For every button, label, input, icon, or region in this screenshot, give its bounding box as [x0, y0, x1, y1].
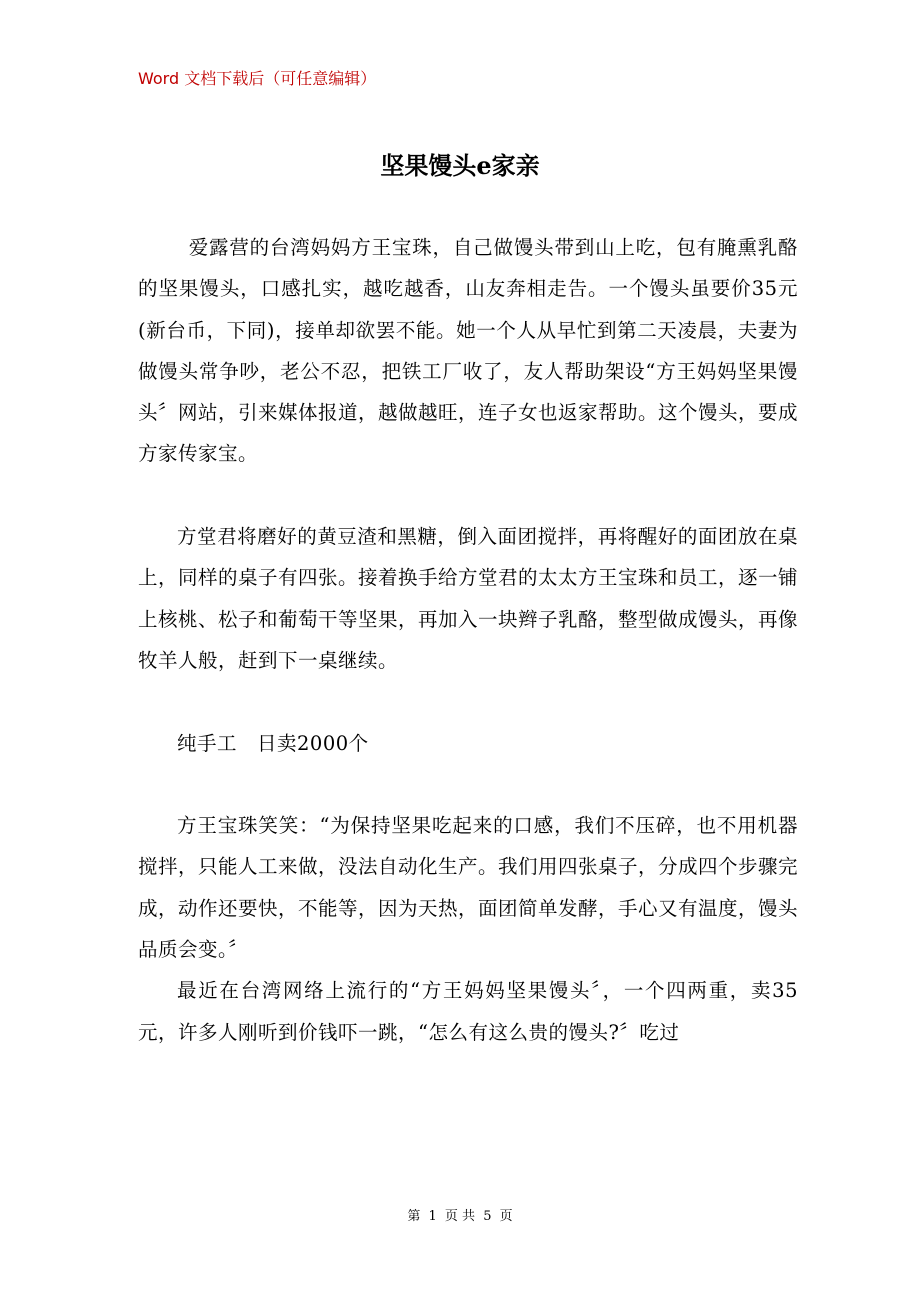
footer-prefix: 第	[407, 1209, 421, 1224]
paragraph-gap	[138, 475, 798, 516]
paragraph-quote: 方王宝珠笑笑：“为保持坚果吃起来的口感，我们不压碎，也不用机器搅拌，只能人工来做，没法自动化生产。我们用四张桌子，分成四个步骤完成，动作还要快，不能等，因为天热，面团简单发酵，手心又有温度，馒头品质会变。〞	[138, 814, 799, 962]
footer-middle: 页 共	[444, 1209, 476, 1224]
page-footer	[0, 1208, 920, 1226]
download-note: Word 文档下载后（可任意编辑）	[138, 69, 377, 88]
paragraph-gap	[138, 681, 798, 722]
paragraph-price: 最近在台湾网络上流行的“方王妈妈坚果馒头〞，一个四两重，卖35元，许多人刚听到价钱吓一跳，“怎么有这么贵的馒头?〞吃过	[138, 979, 798, 1044]
footer-suffix: 页	[499, 1209, 513, 1224]
paragraph-intro: 爱露营的台湾妈妈方王宝珠，自己做馒头带到山上吃，包有腌熏乳酪的坚果馒头，口感扎实，越吃越香，山友奔相走告。一个馒头虽要价35元(新台币，下同)，接单却欲罢不能。她一个人从早忙到第二天凌晨，夫妻为做馒头常争吵，老公不忍，把铁工厂收了，友人帮助架设“方王妈妈坚果馒头〞网站，引来媒体报道，越做越旺，连子女也返家帮助。这个馒头，要成方家传家宝。	[138, 236, 799, 466]
document-title: 坚果馒头e家亲	[380, 151, 540, 180]
page-number: 1	[428, 1209, 437, 1224]
page-total: 5	[483, 1209, 492, 1224]
document-body	[138, 227, 798, 1053]
section-heading: 纯手工 日卖2000个	[177, 731, 369, 755]
paragraph-gap	[138, 764, 798, 805]
paragraph-process: 方堂君将磨好的黄豆渣和黑糖，倒入面团搅拌，再将醒好的面团放在桌上，同样的桌子有四张。接着换手给方堂君的太太方王宝珠和员工，逐一铺上核桃、松子和葡萄干等坚果，再加入一块辫子乳酪，整型做成馒头，再像牧羊人般，赶到下一桌继续。	[138, 525, 799, 672]
